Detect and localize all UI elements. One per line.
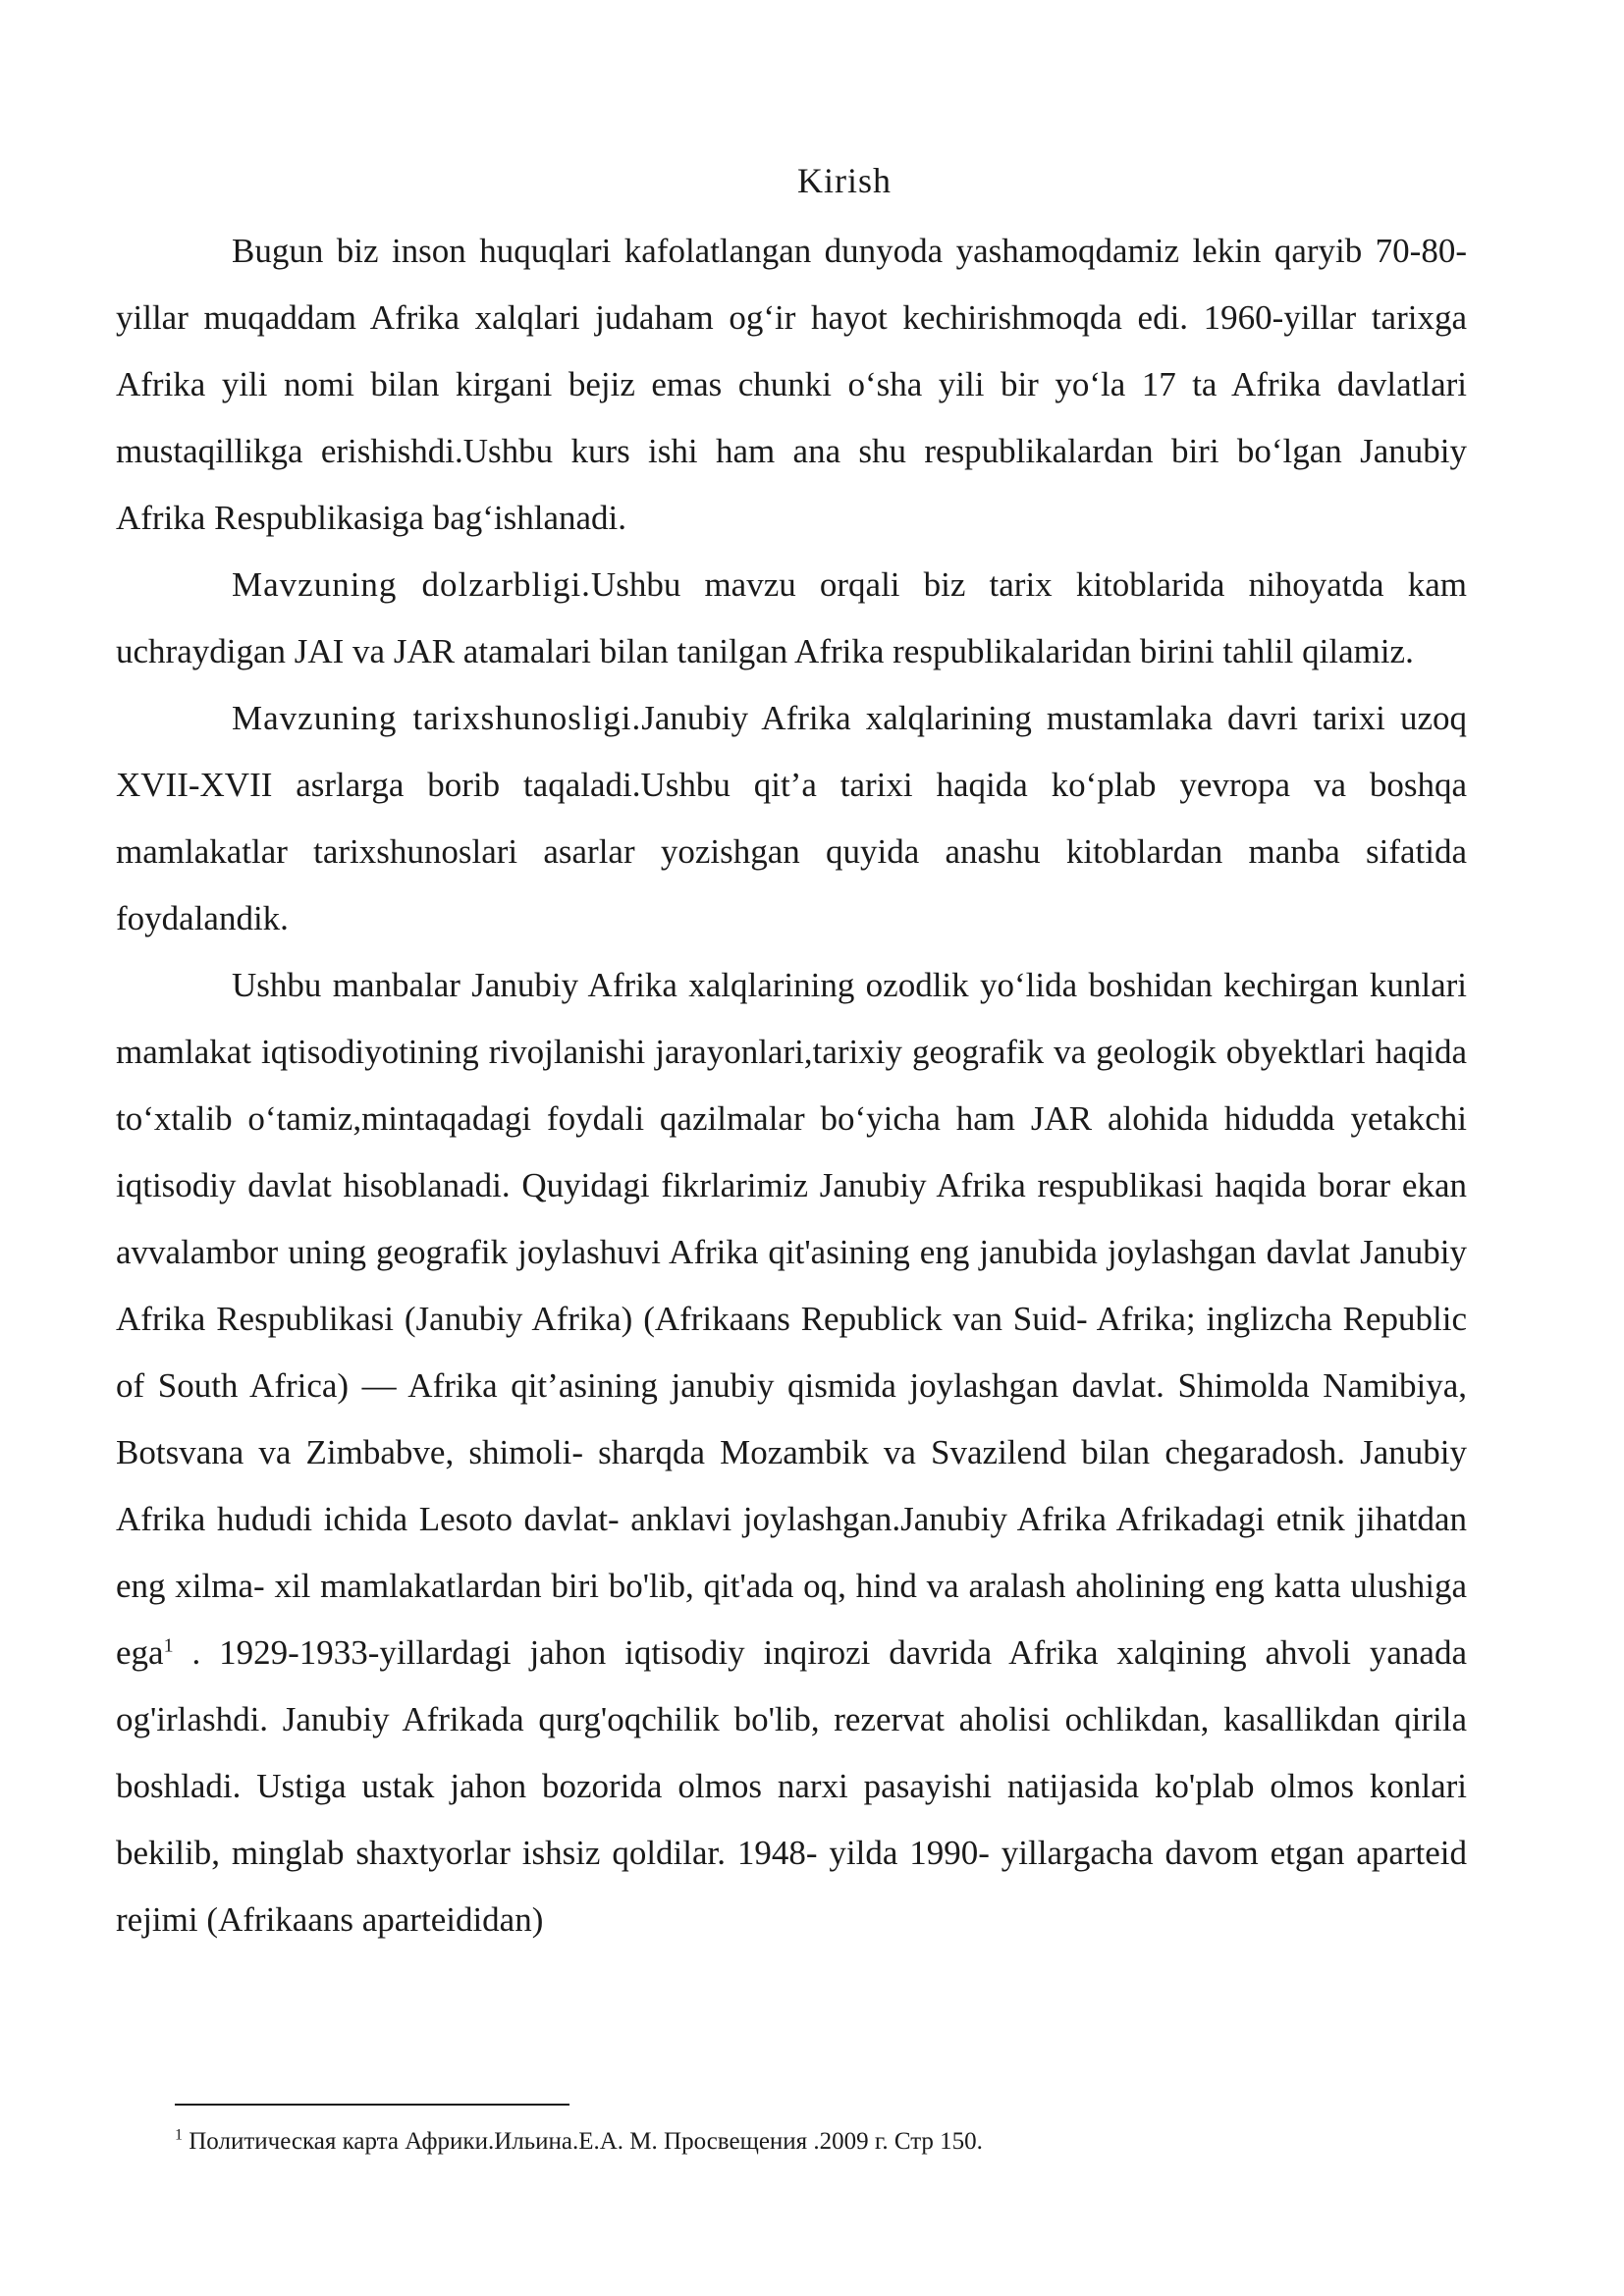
footnote-reference[interactable]: 1 bbox=[163, 1634, 174, 1657]
page-title: Kirish bbox=[797, 161, 892, 200]
paragraph-relevance-heading: Mavzuning dolzarbligi. bbox=[232, 565, 591, 604]
paragraph-historiography-heading: Mavzuning tarixshunosligi. bbox=[232, 699, 642, 737]
paragraph-sources-text: Ushbu manbalar Janubiy Afrika xalqlarining ozodlik yo‘lida boshidan kechirgan kunlari mamlakat iqtisodiyotining rivojlanishi jarayonlari,tarixiy geografik va geologik obyektlari haqida to‘xtalib o‘tamiz,mintaqadagi foydali qazilmalar bo‘yicha ham JAR alohida hidudda yetakchi iqtisodiy davlat hisoblanadi. Quyidagi fikrlarimiz Janubiy Afrika respublikasi haqida borar ekan avvalambor uning geografik joylashuvi Afrika qit'asining eng janubida joylashgan davlat Janubiy Afrika Respublikasi (Janubiy Afrika) (Afrikaans Republick van Suid- Afrika; inglizcha Republic of South Africa) — Afrika qit’asining janubiy qismida joylashgan davlat. Shimolda Namibiya, Botsvana va Zimbabve, shimoli- sharqda Mozambik va Svazilend bilan chegaradosh. Janubiy Afrika hududi ichida Lesoto davlat- anklavi joylashgan.Janubiy Afrika Afrikadagi etnik jihatdan eng xilma- xil mamlakatlardan biri bo'lib, qit'ada oq, hind va aralash aholining eng katta ulushiga ega bbox=[116, 966, 1467, 1672]
footnote-text: Политическая карта Африки.Ильина.Е.А. М. Просвещения .2009 г. Стр 150. bbox=[183, 2128, 983, 2155]
paragraph-sources bbox=[116, 952, 1467, 1953]
paragraph-historiography bbox=[116, 685, 1467, 952]
footnote-mark: 1 bbox=[175, 2126, 183, 2144]
paragraph-intro-text: Bugun biz inson huquqlari kafolatlangan dunyoda yashamoqdamiz lekin qaryib 70-80-yillar muqaddam Afrika xalqlari judaham og‘ir hayot kechirishmoqda edi. 1960-yillar tarixga Afrika yili nomi bilan kirgani bejiz emas chunki o‘sha yili bir yo‘la 17 ta Afrika davlatlari mustaqillikga erishishdi.Ushbu kurs ishi ham ana shu respublikalardan biri bo‘lgan Janubiy Afrika Respublikasiga bag‘ishlanadi. bbox=[116, 232, 1467, 537]
footnote-separator bbox=[175, 2104, 569, 2106]
paragraph-relevance-text: Ushbu mavzu orqali biz tarix kitoblarida nihoyatda kam uchraydigan JAI va JAR atamalari bilan tanilgan Afrika respublikalaridan birini tahlil qilamiz. bbox=[116, 565, 1467, 670]
paragraph-intro bbox=[116, 218, 1467, 552]
paragraph-sources-continuation: . 1929-1933-yillardagi jahon iqtisodiy inqirozi davrida Afrika xalqining ahvoli yanada og'irlashdi. Janubiy Afrikada qurg'oqchilik bo'lib, rezervat aholisi ochlikdan, kasallikdan qirila boshladi. Ustiga ustak jahon bozorida olmos narxi pasayishi natijasida ko'plab olmos konlari bekilib, minglab shaxtyorlar ishsiz qoldilar. 1948- yilda 1990- yillargacha davom etgan aparteid rejimi (Afrikaans aparteididan) bbox=[116, 1633, 1467, 1939]
body-text bbox=[116, 218, 1467, 1953]
paragraph-historiography-text: Janubiy Afrika xalqlarining mustamlaka davri tarixi uzoq XVII-XVII asrlarga borib taqaladi.Ushbu qit’a tarixi haqida ko‘plab yevropa va boshqa mamlakatlar tarixshunoslari asarlar yozishgan quyida anashu kitoblardan manba sifatida foydalandik. bbox=[116, 699, 1467, 937]
paragraph-relevance bbox=[116, 552, 1467, 685]
footnote bbox=[175, 2124, 1451, 2160]
